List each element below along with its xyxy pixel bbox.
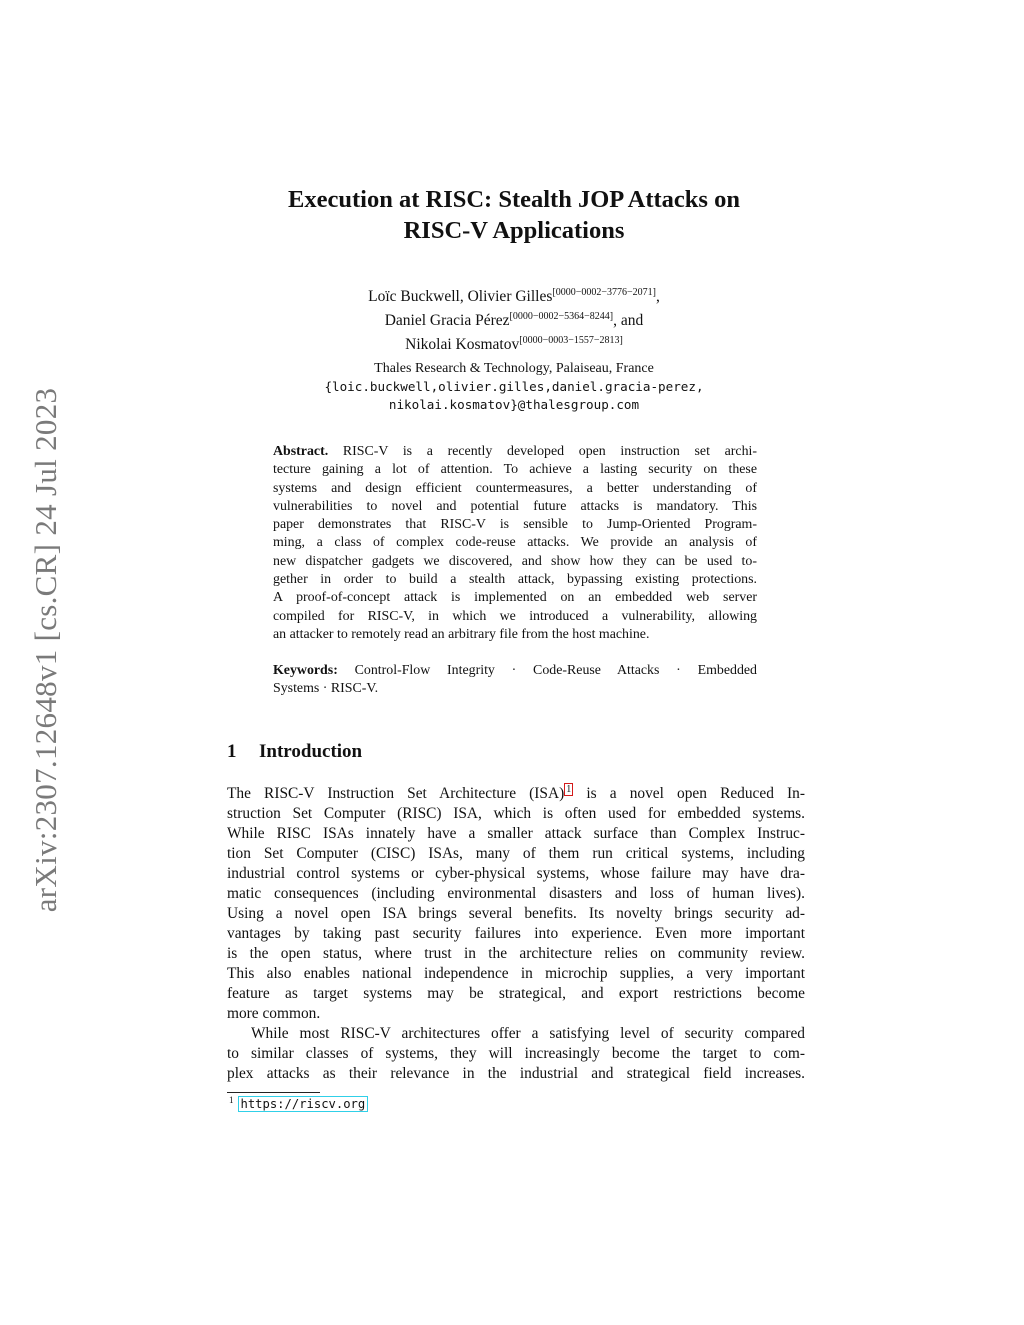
orcid-id: [0000−0003−1557−2813] <box>519 335 623 346</box>
abstract-label: Abstract. <box>273 444 329 459</box>
paragraph-line: industrial control systems or cyber-physical systems, whose failure may have dra- <box>227 865 805 882</box>
author-emails-line-1: {loic.buckwell,olivier.gilles,daniel.gracia-perez, <box>324 379 704 394</box>
keywords-line: Systems · RISC-V. <box>273 681 379 697</box>
author-line-2: Daniel Gracia Pérez[0000−0002−5364−8244], and <box>384 311 644 329</box>
introduction-body <box>227 784 805 1084</box>
orcid-id: [0000−0002−3776−2071] <box>552 287 656 298</box>
paragraph-line: While RISC ISAs innately have a smaller attack surface than Complex Instruc- <box>227 825 805 842</box>
footnote <box>229 1095 368 1112</box>
keywords-label: Keywords: <box>273 663 338 678</box>
title-line-2: RISC-V Applications <box>403 217 625 244</box>
footnote-url-link[interactable]: https://riscv.org <box>238 1096 369 1112</box>
abstract-line: tecture gaining a lot of attention. To achieve a lasting security on these <box>273 462 757 478</box>
institution: Thales Research & Technology, Palaiseau, France <box>374 361 654 376</box>
author-list <box>200 283 828 355</box>
footnote-divider <box>227 1092 320 1093</box>
arxiv-identifier-stamp: arXiv:2307.12648v1 [cs.CR] 24 Jul 2023 <box>28 387 63 913</box>
paragraph-line: is the open status, where trust in the architecture relies on community review. <box>227 945 805 962</box>
orcid-id: [0000−0002−5364−8244] <box>509 311 614 322</box>
keywords <box>273 662 757 699</box>
abstract-line: systems and design efficient countermeasures, a better understanding of <box>273 480 757 496</box>
paragraph-line: to similar classes of systems, they will increasingly become the target to com- <box>227 1045 805 1062</box>
abstract-line: A proof-of-concept attack is implemented on an embedded web server <box>273 590 757 606</box>
section-title: Introduction <box>259 741 363 762</box>
abstract-line: compiled for RISC-V, in which we introduced a vulnerability, allowing <box>273 608 757 624</box>
paragraph-line: This also enables national independence in microchip supplies, a very important <box>227 965 805 982</box>
section-heading <box>227 741 362 763</box>
affiliation-block <box>200 360 828 414</box>
abstract-line: paper demonstrates that RISC-V is sensible to Jump-Oriented Program- <box>273 517 757 533</box>
author-emails-line-2: nikolai.kosmatov}@thalesgroup.com <box>388 397 640 412</box>
author-name: Nikolai Kosmatov <box>405 336 520 353</box>
paragraph-line: The RISC-V Instruction Set Architecture (ISA) $^1$ is a novel open Reduced In- <box>227 784 805 802</box>
paragraph-line: vantages by taking past security failures into experience. Even more important <box>227 925 805 942</box>
author-line-1: Loïc Buckwell, Olivier Gilles[0000−0002−3776−2071], <box>368 287 660 305</box>
abstract-line: new dispatcher gadgets we discovered, and show how they can be used to- <box>273 553 757 569</box>
paper-title <box>200 184 828 246</box>
title-line-1: Execution at RISC: Stealth JOP Attacks on <box>288 186 740 213</box>
abstract-line: an attacker to remotely read an arbitrary file from the host machine. <box>273 626 650 642</box>
footnote-mark: 1 <box>229 1095 234 1105</box>
abstract-line: Abstract. RISC-V is a recently developed open instruction set archi- <box>273 444 758 459</box>
author-name: Loïc Buckwell, Olivier Gilles <box>368 288 553 305</box>
paragraph-line: feature as target systems may be strategical, and export restrictions become <box>227 985 805 1002</box>
paragraph-line: struction Set Computer (RISC) ISA, which is often used for embedded systems. <box>227 805 805 822</box>
abstract-line: gether in order to build a stealth attack, bypassing existing protections. <box>273 572 757 588</box>
abstract-line: ming, a class of complex code-reuse attacks. We provide an analysis of <box>273 535 757 551</box>
abstract <box>273 443 757 644</box>
paragraph-line: tion Set Computer (CISC) ISAs, many of them run critical systems, including <box>227 845 805 862</box>
paragraph-line: more common. <box>227 1005 321 1022</box>
author-line-3 <box>200 331 828 355</box>
arxiv-sidebar <box>0 0 70 1325</box>
paragraph-line: matic consequences (including environmental disasters and loss of human lives). <box>227 885 805 902</box>
footnote-reference-link[interactable]: 1 <box>566 784 572 795</box>
paragraph-line: plex attacks as their relevance in the industrial and strategical field increases. <box>227 1065 805 1082</box>
keywords-line: Keywords: Control-Flow Integrity · Code-Reuse Attacks · Embedded <box>273 663 757 678</box>
paragraph-line: While most RISC-V architectures offer a satisfying level of security compared <box>251 1025 805 1042</box>
author-name: Daniel Gracia Pérez <box>384 312 510 329</box>
paragraph-line: Using a novel open ISA brings several benefits. Its novelty brings security ad- <box>227 905 805 922</box>
section-number: 1 <box>227 741 237 762</box>
abstract-line: vulnerabilities to novel and potential future attacks is mandatory. This <box>273 498 757 514</box>
